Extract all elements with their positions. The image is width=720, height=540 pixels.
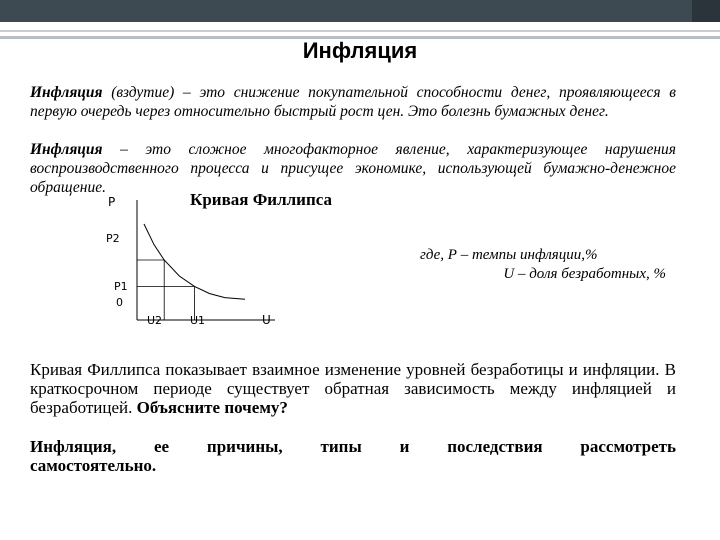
definition-term-1: Инфляция: [30, 84, 103, 101]
chart-title: Кривая Филлипса: [190, 190, 333, 209]
definition-paragraph-1: [30, 83, 676, 121]
definition-paragraph-2: [30, 140, 676, 197]
explanation-text: Кривая Филлипса показывает взаимное изменение уровней безработицы и инфляции. В краткосрочном периоде существует обратная зависимость между инфляцией и безработицей.: [30, 360, 676, 417]
y-tick-zero: 0: [116, 296, 123, 309]
x-axis-label: U: [262, 313, 271, 327]
top-decorative-band: [0, 0, 720, 22]
definition-text-1: (вздутие) – это снижение покупательной способности денег, проявляющееся в первую очередь через относительно быстрый рост цен. Это болезнь бумажных денег.: [30, 84, 676, 120]
x-tick-u1: U1: [190, 314, 206, 327]
definition-term-2: Инфляция: [30, 141, 103, 158]
task-line-1: Инфляция, ее причины, типы и последствия рассмотреть: [30, 437, 676, 456]
definition-text-2: – это сложное многофакторное явление, характеризующее нарушения воспроизводственного процесса и присущее экономике, использующей бумажно-денежное обращение.: [30, 141, 676, 196]
y-tick-p1: P1: [114, 280, 128, 293]
task-line-2: самостоятельно.: [30, 456, 157, 475]
legend-line-2: U – доля безработных, %: [503, 266, 666, 282]
slide-title: Инфляция: [302, 38, 418, 63]
chart-legend: [420, 246, 666, 284]
y-axis-label: P: [108, 195, 116, 209]
explanation-paragraph: [30, 360, 676, 417]
phillips-curve-chart: [100, 192, 300, 332]
y-tick-p2: P2: [106, 232, 120, 245]
legend-line-1: где, Р – темпы инфляции,%: [420, 247, 598, 263]
x-tick-u2: U2: [147, 314, 163, 327]
header-rule: [0, 30, 720, 32]
explanation-question: Объясните почему?: [136, 398, 288, 417]
top-band-accent: [692, 0, 720, 22]
